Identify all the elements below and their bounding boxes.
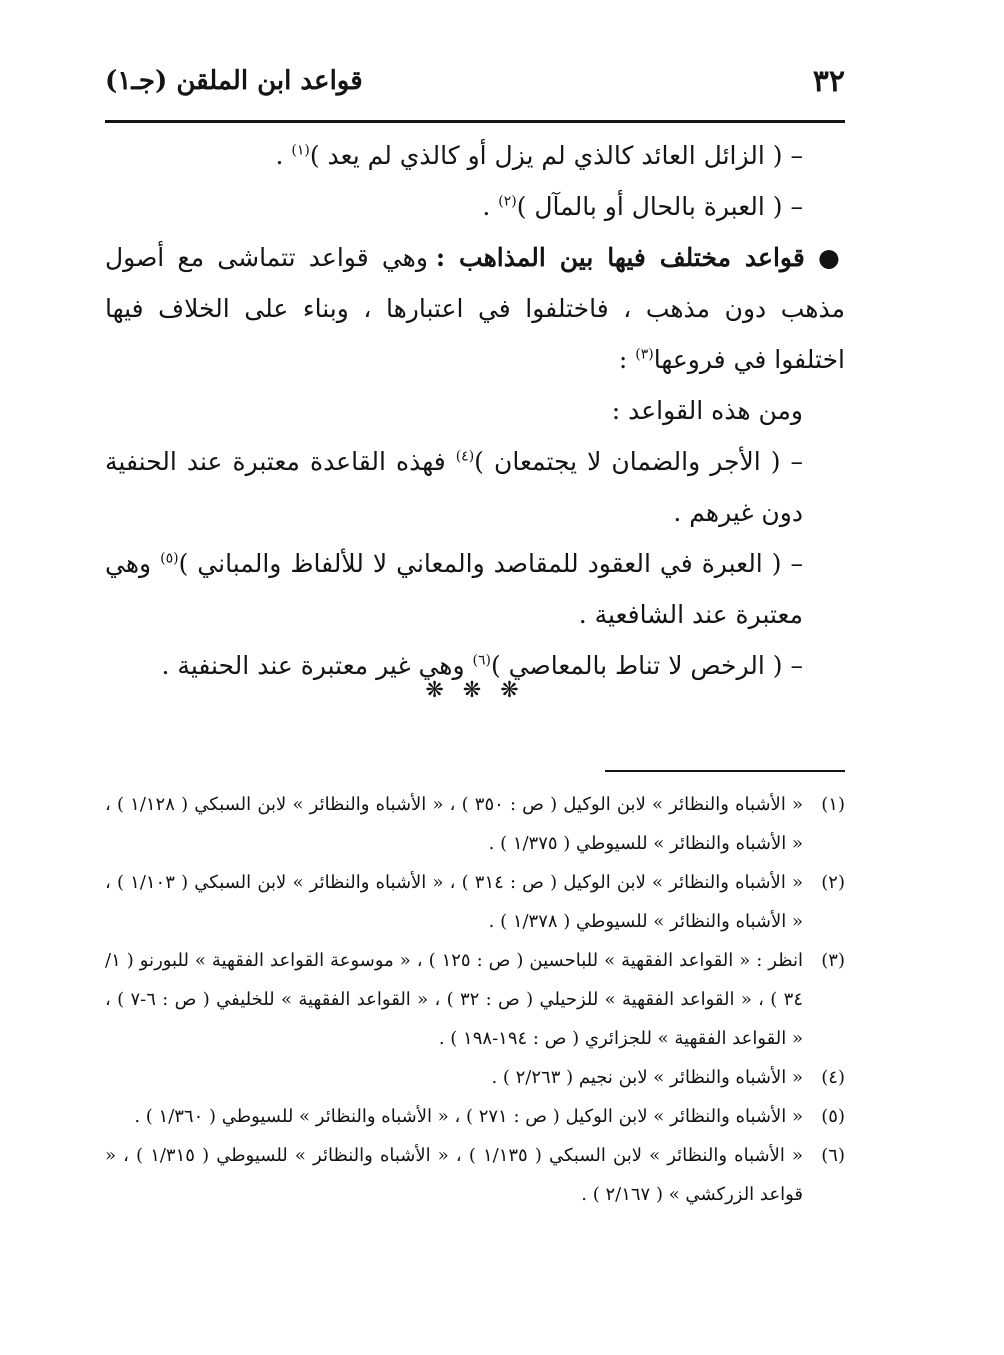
rule-trailing: . — [482, 192, 499, 221]
page-number: ٣٢ — [812, 64, 845, 99]
footnotes — [105, 785, 845, 1214]
section-trailing: : — [618, 345, 636, 374]
rule-item — [105, 130, 845, 181]
footnote-ref[interactable]: (٦) — [472, 652, 491, 669]
footnote-text: « الأشباه والنظائر » لابن الوكيل ( ص : ٣١٤ ) ، « الأشباه والنظائر » لابن السبكي ( ١/١٠٣ ) ، « الأشباه والنظائر » للسيوطي ( ١/٣٧٨ ) . — [105, 872, 803, 932]
footnote-text: « الأشباه والنظائر » لابن السبكي ( ١/١٣٥ ) ، « الأشباه والنظائر » للسيوطي ( ١/٣١٥ ) ، « قواعد الزركشي » ( ٢/١٦٧ ) . — [105, 1145, 803, 1205]
footnote-text: « الأشباه والنظائر » لابن الوكيل ( ص : ٣٥٠ ) ، « الأشباه والنظائر » لابن السبكي ( ١/١٢٨ ) ، « الأشباه والنظائر » للسيوطي ( ١/٣٧٥ ) . — [105, 794, 803, 854]
section-heading: قواعد مختلف فيها بين المذاهب : — [435, 243, 805, 272]
footnote-number: (٣) — [821, 950, 845, 971]
footnote-ref[interactable]: (٣) — [635, 346, 654, 363]
intro-line: ومن هذه القواعد : — [611, 396, 803, 425]
section-text: وهي قواعد تتماشى مع أصول مذهب دون مذهب ، فاختلفوا في اعتبارها ، وبناء على الخلاف فيها اختلفوا في فروعها — [105, 243, 845, 374]
rule-explanation: وهي معتبرة عند الشافعية . — [105, 549, 803, 629]
footnote — [105, 941, 845, 1058]
main-text — [105, 130, 845, 691]
footnote — [105, 863, 845, 941]
footnote — [105, 1097, 845, 1136]
running-header — [105, 60, 845, 110]
footnote-text: انظر : « القواعد الفقهية » للباحسين ( ص : ١٢٥ ) ، « موسوعة القواعد الفقهية » للبورنو ( ١/ ٣٤ ) ، « القواعد الفقهية » للزحيلي ( ص : ٣٢ ) ، « القواعد الفقهية » للخليفي ( ص : ٦-٧ ) ، « القواعد الفقهية » للجزائري ( ص : ١٩٤-١٩٨ ) . — [105, 950, 803, 1049]
footnote — [105, 785, 845, 863]
footnote — [105, 1136, 845, 1214]
header-rule — [105, 120, 845, 123]
rule-item — [105, 436, 845, 538]
section-paragraph — [105, 232, 845, 385]
section-separator-icon: ❋ ❋ ❋ — [425, 678, 525, 703]
rule-explanation: وهي غير معتبرة عند الحنفية . — [161, 651, 473, 680]
footnote-text: « الأشباه والنظائر » لابن نجيم ( ٢/٢٦٣ ) . — [491, 1067, 803, 1088]
footnote-number: (١) — [821, 794, 845, 815]
rule-item — [105, 181, 845, 232]
rule-text: – ( العبرة في العقود للمقاصد والمعاني لا للألفاظ والمباني ) — [178, 549, 803, 578]
rule-trailing: . — [275, 141, 292, 170]
rule-item — [105, 538, 845, 640]
rule-explanation: فهذه القاعدة معتبرة عند الحنفية دون غيرهم . — [105, 447, 803, 527]
footnote-ref[interactable]: (٤) — [455, 448, 475, 465]
rule-text: – ( العبرة بالحال أو بالمآل ) — [516, 192, 803, 221]
book-page — [105, 50, 845, 1310]
rule-text: – ( الأجر والضمان لا يجتمعان ) — [474, 447, 803, 476]
footnote-ref[interactable]: (٢) — [498, 193, 517, 210]
rule-text: – ( الزائل العائد كالذي لم يزل أو كالذي لم يعد ) — [309, 141, 803, 170]
footnote-number: (٦) — [821, 1145, 845, 1166]
footnote-ref[interactable]: (١) — [291, 142, 310, 159]
footnote — [105, 1058, 845, 1097]
footnote-number: (٤) — [821, 1067, 845, 1088]
rule-text: – ( الرخص لا تناط بالمعاصي ) — [490, 651, 803, 680]
footnote-number: (٢) — [821, 872, 845, 893]
footnote-number: (٥) — [821, 1106, 845, 1127]
bullet-icon: ● — [817, 243, 845, 272]
footnote-text: « الأشباه والنظائر » لابن الوكيل ( ص : ٢٧١ ) ، « الأشباه والنظائر » للسيوطي ( ١/٣٦٠ ) . — [134, 1106, 803, 1127]
footnote-ref[interactable]: (٥) — [160, 550, 179, 567]
book-title: قواعد ابن الملقن (جـ١) — [105, 66, 363, 96]
footnote-rule — [605, 770, 845, 772]
